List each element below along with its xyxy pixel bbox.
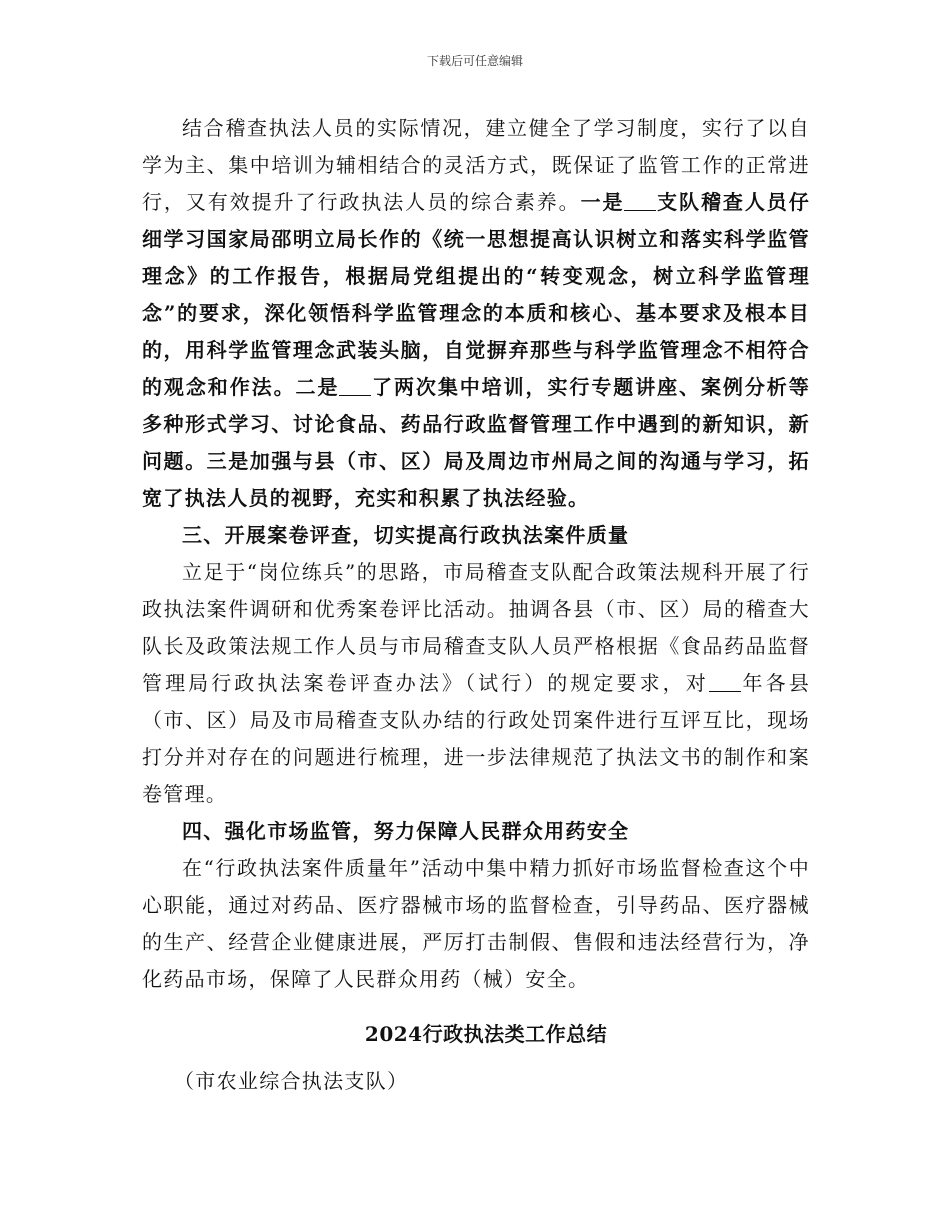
paragraph-study-system [142, 110, 810, 517]
paragraph-bold-text: 支队稽查人员仔细学习国家局邵明立局长作的《统一思想提高认识树立和落实科学监管理念》的工作报告，根据局党组提出的“转变观念，树立科学监管理念”的要求，深化领悟科学监管理念的本质和核心、基本要求及根本目的，用科学监管理念武装头脑，自觉摒弃那些与科学监管理念不相符合的观念和作法。二是 [142, 190, 810, 399]
paragraph-text: 结合稽查执法人员的实际情况，建立健全了学习制度，实行了以自学为主、集中培训为辅相结合的灵活方式，既保证了监管工作的正常进行，又有效提升了行政执法人员的综合素养。 [142, 116, 810, 214]
page-header: 下载后可任意编辑 [426, 54, 523, 68]
blank-underline [709, 673, 741, 692]
document-body [142, 110, 810, 1100]
blank-underline [339, 377, 371, 396]
paragraph-bold-text: 一是 [580, 190, 625, 214]
paragraph-bold-text: 了两次集中培训，实行专题讲座、案例分析等多种形式学习、讨论食品、药品行政监督管理工作中遇到的新知识，新问题。三是加强与县（市、区）局及周边市州局之间的沟通与学习，拓宽了执法人员的视野，充实和积累了执法经验。 [142, 375, 811, 510]
paragraph-text: 立足于“岗位练兵”的思路，市局稽查支队配合政策法规科开展了行政执法案件调研和优秀案卷评比活动。抽调各县（市、区）局的稽查大队长及政策法规工作人员与市局稽查支队人员严格根据《食品药品监督管理局行政执法案卷评查办法》（试行）的规定要求，对 [142, 560, 810, 695]
blank-underline [624, 192, 656, 211]
paragraph-market-supervision: 在“行政执法案件质量年”活动中集中精力抓好市场监督检查这个中心职能，通过对药品、医疗器械市场的监督检查，引导药品、医疗器械的生产、经营企业健康进展，严厉打击制假、售假和违法经营行为，净化药品市场，保障了人民群众用药（械）安全。 [142, 856, 810, 991]
paragraph-text: 年各县（市、区）局及市局稽查支队办结的行政处罚案件进行互评互比，现场打分并对存在的问题进行梳理，进一步法律规范了执法文书的制作和案卷管理。 [142, 671, 810, 806]
document-title: 2024行政执法类工作总结 [364, 1022, 608, 1046]
section-heading-3: 三、开展案卷评查，切实提高行政执法案件质量 [182, 523, 630, 547]
document-unit: （市农业综合执法支队） [174, 1069, 409, 1093]
section-heading-4: 四、强化市场监管，努力保障人民群众用药安全 [182, 819, 630, 843]
paragraph-case-review [142, 554, 810, 813]
